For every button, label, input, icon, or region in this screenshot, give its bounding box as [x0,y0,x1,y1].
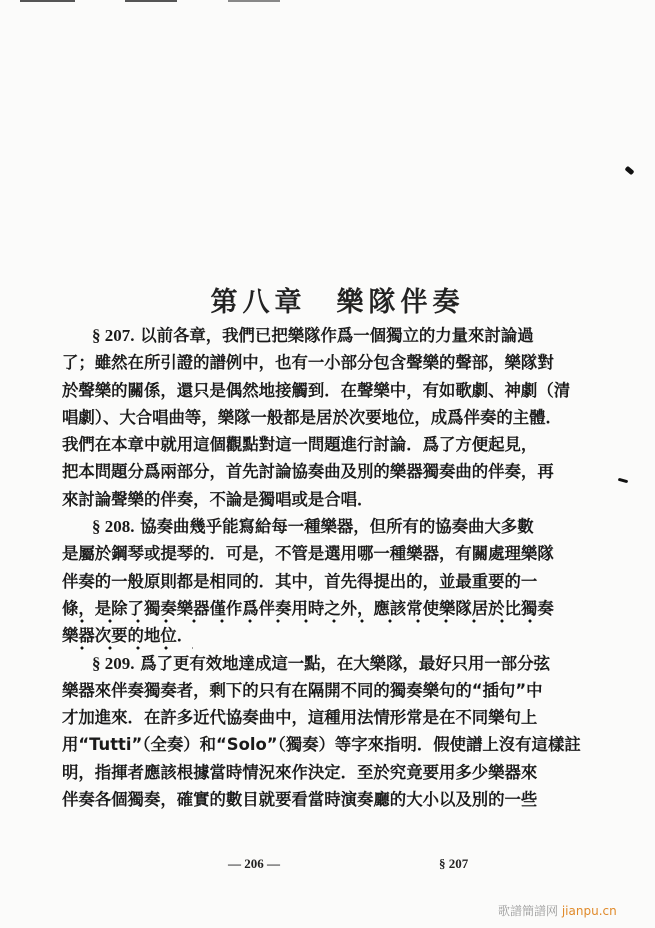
paragraph-209-line-3: 才加進來．在許多近代協奏曲中，這種用法情形常是在不同樂句上 [62,708,538,728]
paragraph-207-line-3: 於聲樂的關係，還只是偶然地接觸到．在聲樂中，有如歌劇、神劇（清 [62,380,571,400]
paragraph-208-line-5 [62,622,610,649]
section-number: § 207. [92,326,135,345]
paragraph-207-line-2: 了；雖然在所引證的譜例中，也有一小部分包含聲樂的聲部，樂隊對 [62,353,554,373]
paragraph-208-line-2: 是屬於鋼琴或提琴的．可是，不管是選用哪一種樂器，有關處理樂隊 [62,544,554,564]
watermark [498,902,617,919]
emphasis-dots: 條，是除了獨奏樂器僅作爲伴奏用時之外，應該常使樂隊居於比獨奏 [62,599,554,624]
paragraph-209-line-2: 樂器來伴奏獨奏者，剩下的只有在隔開不同的獨奏樂句的“插句”中 [62,680,543,700]
paragraph-209-line-6: 伴奏各個獨奏，確實的數目就要看當時演奏廳的大小以及別的一些 [62,790,538,810]
paragraph-209-line-4: 用“Tutti”（全奏）和“Solo”（獨奏）等字來指明．假使譜上沒有這樣註 [62,735,581,755]
paragraph-209-line-5: 明，指揮者應該根據當時情況來作決定．至於究竟要用多少樂器來 [62,762,538,782]
scan-edge-mark [125,0,177,2]
chapter-name: 樂隊伴奏 [336,287,465,319]
section-number: § 209. [92,653,135,673]
paragraph-209-line-1: § 209. 爲了更有效地達成這一點，在大樂隊，最好只用一部分弦 [92,653,550,673]
paragraph-208-line-3: 伴奏的一般原則都是相同的．其中，首先得提出的，並最重要的一 [62,571,538,591]
chapter-number: 第八章 [210,287,307,319]
section-number: § 208. [92,517,135,537]
body-text [62,322,610,813]
paragraph-207-line-4: 唱劇）、大合唱曲等，樂隊一般都是居於次要地位，成爲伴奏的主體． [62,407,562,427]
ink-blot-mark [618,478,628,483]
emphasis-dots: 樂器次要的地位． [62,626,193,651]
paragraph-207-line-1: § 207. 以前各章，我們已把樂隊作爲一個獨立的力量來討論過 [92,326,534,345]
scan-edge-mark [20,0,75,2]
paragraph-207-line-5: 我們在本章中就用這個觀點對這一問題進行討論．爲了方便起見， [62,435,538,455]
paragraph-208-line-1: § 208. 協奏曲幾乎能寫給每一種樂器，但所有的協奏曲大多數 [92,517,534,537]
ink-blot-mark [624,166,634,176]
chapter-title [0,280,655,319]
page-number: — 206 — [228,856,280,871]
running-section-ref: § 207 [439,856,469,871]
paragraph-208-line-4 [62,595,610,622]
paragraph-207-line-6: 把本問題分爲兩部分，首先討論協奏曲及別的樂器獨奏曲的伴奏，再 [62,462,554,482]
paragraph-207-line-7: 來討論聲樂的伴奏，不論是獨唱或是合唱． [62,489,374,509]
watermark-text: 歌譜簡譜网 [498,904,559,918]
scan-edge-mark [228,0,280,2]
watermark-site: jianpu.cn [561,904,617,918]
